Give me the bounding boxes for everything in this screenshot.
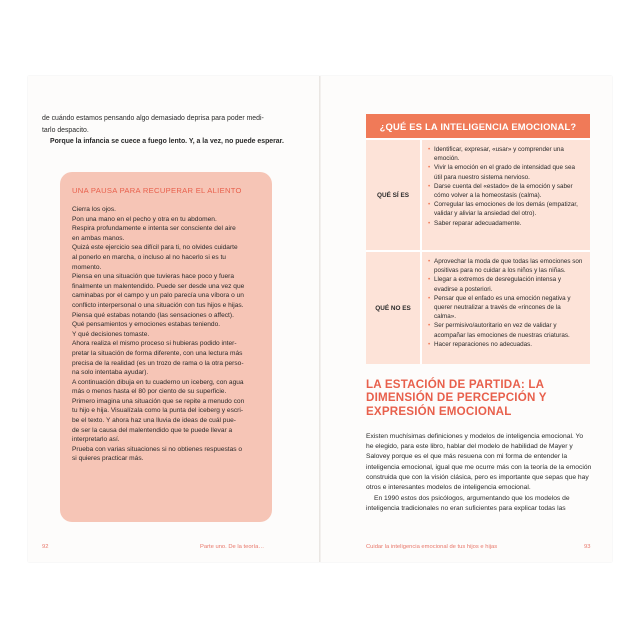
list-item: • Aprovechar la moda de que todas las emociones son positivas para no cuidar a los niños y las niñas. bbox=[428, 257, 584, 275]
table-row bbox=[366, 250, 590, 364]
right-page bbox=[320, 76, 612, 562]
list-item: • Hacer reparaciones no adecuadas. bbox=[428, 340, 584, 349]
left-page bbox=[28, 76, 320, 562]
pause-box-line: de ser la causa del malentendido que te puede llevar a bbox=[72, 426, 233, 434]
list-item: • Saber reparar adecuadamente. bbox=[428, 219, 584, 228]
pause-box-line: pretar la situación de forma diferente, con una lectura más bbox=[72, 349, 243, 357]
pause-box-body bbox=[72, 205, 260, 464]
pause-box-line: Pon una mano en el pecho y otra en tu abdomen. bbox=[72, 215, 217, 223]
running-footer-right: Cuidar la inteligencia emocional de tus hijos e hijas bbox=[366, 544, 498, 550]
pause-box-line: A continuación dibuja en tu cuaderno un iceberg, con agua bbox=[72, 378, 244, 386]
list-item: • Vivir la emoción en el grado de intensidad que sea útil para nuestro sistema nervioso. bbox=[428, 163, 584, 181]
pause-box-line: Quizá este ejercicio sea difícil para ti, no olvides cuidarte bbox=[72, 244, 238, 252]
pause-box-line: más o menos hasta el 80 por ciento de su superficie. bbox=[72, 388, 227, 396]
row-items bbox=[422, 252, 590, 364]
row-label: QUÉ NO ES bbox=[366, 252, 422, 364]
body-text bbox=[366, 432, 592, 515]
pause-box-line: en ambas manos. bbox=[72, 234, 125, 242]
pause-box-line: Respira profundamente e intenta ser consciente del aire bbox=[72, 225, 236, 233]
pause-box-line: finalmente un malentendido. Puede ser desde una vez que bbox=[72, 282, 245, 290]
pause-box-line: Cierra los ojos. bbox=[72, 206, 116, 213]
pause-box-line: momento. bbox=[72, 263, 102, 271]
list-item: • Llegar a extremos de desregulación intensa y evadirse a posteriori. bbox=[428, 275, 584, 293]
pause-box-line: be el texto. Y ahora haz una lluvia de ideas de cuál pue- bbox=[72, 417, 236, 425]
pause-box bbox=[60, 172, 272, 522]
paragraph: En 1990 estos dos psicólogos, argumentando que los modelos de inteligencia tradicionales no eran suficientes para explicar todas las bbox=[366, 495, 570, 513]
pause-box-line: Prueba con varias situaciones si no obtienes respuestas o bbox=[72, 445, 243, 453]
table-title: ¿QUÉ ES LA INTELIGENCIA EMOCIONAL? bbox=[366, 114, 590, 138]
list-item: • Corregular las emociones de los demás (empatizar, validar y aliviar la ansiedad del otro). bbox=[428, 200, 584, 218]
pause-box-title: UNA PAUSA PARA RECUPERAR EL ALIENTO bbox=[72, 186, 242, 195]
pause-box-line: Piensa qué estabas notando (las sensaciones o affect). bbox=[72, 311, 234, 319]
table-row bbox=[366, 138, 590, 250]
pause-box-line: na solo intentaba ayudar). bbox=[72, 369, 149, 377]
pause-box-line: conflicto interpersonal o una situación con tus hijos e hijas. bbox=[72, 301, 244, 309]
list-item: • Ser permisivo/autoritario en vez de validar y acompañar las emociones de nuestras criaturas. bbox=[428, 321, 584, 339]
page-number-right: 93 bbox=[584, 544, 591, 550]
pause-box-line: tu hijo e hija. Visualízala como la punta del iceberg y escri- bbox=[72, 407, 244, 415]
book-spread bbox=[28, 76, 612, 562]
row-items bbox=[422, 140, 590, 250]
pause-box-line: Piensa en una situación que tuvieras hace poco y fuera bbox=[72, 273, 235, 281]
intro-line: de cuándo estamos pensando algo demasiado deprisa para poder medi- bbox=[42, 115, 264, 122]
pause-box-line: Qué pensamientos y emociones estabas teniendo. bbox=[72, 321, 221, 329]
intro-bold-line: Porque la infancia se cuece a fuego lento. Y, a la vez, no puede esperar. bbox=[50, 138, 284, 146]
pause-box-line: interpretarlo así. bbox=[72, 436, 120, 444]
emotional-intelligence-table bbox=[366, 114, 590, 364]
intro-text bbox=[42, 114, 292, 149]
pause-box-line: Primero imagina una situación que se repite a menudo con bbox=[72, 397, 245, 405]
paragraph: Existen muchísimas definiciones y modelos de inteligencia emocional. Yo he elegido, para este libro, hablar del modelo de habilidad de Mayer y Salovey porque es el que más resuena con mi forma de entender la inteligencia emocional, igual que me ocurre más con la teoría de la emoción construida que con la visión clásica, pero es importante que sepas que hay otros e interesantes modelos de inteligencia emocional. bbox=[366, 433, 592, 492]
pause-box-line: precisa de la realidad (es un trozo de rama o la otra perso- bbox=[72, 359, 244, 367]
running-footer-left: Parte uno. De la teoría… bbox=[200, 544, 265, 550]
list-item: • Darse cuenta del «estado» de la emoción y saber cómo volver a la homeostasis (calma). bbox=[428, 182, 584, 200]
intro-line: tarlo despacito. bbox=[42, 126, 89, 134]
pause-box-line: Ahora realiza el mismo proceso si hubieras podido inter- bbox=[72, 340, 237, 348]
list-item: • Pensar que el enfado es una emoción negativa y querer neutralizar a través de «rincones de la calma». bbox=[428, 294, 584, 322]
pause-box-line: Y qué decisiones tomaste. bbox=[72, 330, 150, 338]
pause-box-line: caminabas por el campo y un palo parecía una víbora o un bbox=[72, 292, 244, 300]
row-label: QUÉ SÍ ES bbox=[366, 140, 422, 250]
page-number-left: 92 bbox=[42, 544, 49, 550]
list-item: • Identificar, expresar, «usar» y comprender una emoción. bbox=[428, 145, 584, 163]
pause-box-line: si quieres practicar más. bbox=[72, 455, 144, 463]
pause-box-line: al ponerlo en marcha, o incluso al no hacerlo si es tu bbox=[72, 253, 226, 261]
section-title: LA ESTACIÓN DE PARTIDA: LA DIMENSIÓN DE PERCEPCIÓN Y EXPRESIÓN EMOCIONAL bbox=[366, 378, 547, 418]
